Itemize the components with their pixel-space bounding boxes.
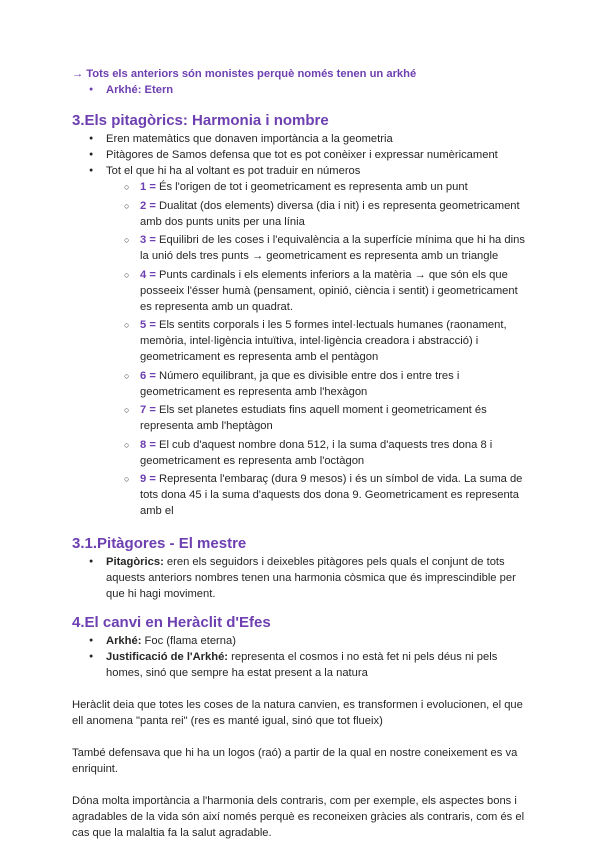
monists-line: → Tots els anteriors són monistes perquè només tenen un arkhé bbox=[72, 68, 417, 80]
number-label: 3 = bbox=[140, 234, 156, 246]
item-label: Pitagòrics: bbox=[106, 556, 164, 568]
number-item-1 bbox=[72, 179, 532, 195]
number-item-8 bbox=[72, 437, 532, 469]
list-item: ● Eren matemàtics que donaven importància a la geometria bbox=[72, 131, 532, 147]
heraclitus-heading: 4.El canvi en Heràclit d'Efes bbox=[72, 614, 271, 631]
number-label: 6 = bbox=[140, 369, 156, 382]
number-label: 5 = bbox=[140, 319, 156, 331]
list-item bbox=[72, 554, 532, 602]
item-text: eren els seguidors i deixebles pitàgores pels quals el conjunt de tots aquests anteriors nombres tenen una harmonia còsmica que és imprescindible per que hi hagi moviment. bbox=[106, 556, 516, 600]
number-text: Número equilibrant, ja que es divisible entre dos i entre tres i geometricament es representa amb l'hexàgon bbox=[140, 369, 460, 398]
number-text: Equilibri de les coses i l'equivalència a la superfície mínima que hi ha dins la unió dels tres punts → geometricament es representa amb un triangle bbox=[140, 234, 525, 262]
number-text: És l'origen de tot i geometricament es representa amb un punt bbox=[155, 181, 468, 193]
number-text: Punts cardinals i els elements inferiors a la matèria → que són els que posseeix l'ésser humà (pensament, opinió, ciència i sentit) i geometricament es representa amb un quadrat. bbox=[140, 268, 518, 313]
number-text: Els set planetes estudiats fins aquell moment i geometricament és representa amb l'heptàgon bbox=[140, 404, 487, 432]
heraclitus-list bbox=[72, 633, 532, 681]
paragraph-contraris: Dóna molta importància a l'harmonia dels contraris, com per exemple, els aspectes bons i agradables de la vida són així només perquè es reconeixen gràcies als contraris, com és el cas que la malaltia fa la salut agradable. bbox=[72, 795, 525, 839]
document-body bbox=[72, 66, 532, 841]
number-label: 8 = bbox=[140, 438, 156, 451]
number-label: 7 = bbox=[140, 404, 156, 416]
pythagoras-heading: 3.1.Pitàgores - El mestre bbox=[72, 535, 247, 552]
number-label: 9 = bbox=[140, 473, 156, 485]
number-text: El cub d'aquest nombre dona 512, i la suma d'aquests tres dona 8 i geometricament es representa amb l'octàgon bbox=[140, 438, 493, 467]
item-label: Justificació de l'Arkhé: bbox=[106, 651, 229, 663]
arkhe-etern-item: ● Arkhé: Etern bbox=[72, 82, 532, 98]
list-item: ● Pitàgores de Samos defensa que tot es pot conèixer i expressar numèricament bbox=[72, 147, 532, 163]
list-item bbox=[72, 633, 532, 649]
item-text: Foc (flama eterna) bbox=[141, 635, 236, 647]
pythagoras-list bbox=[72, 554, 532, 602]
pythagoreans-list bbox=[72, 131, 532, 179]
number-item-5 bbox=[72, 317, 532, 365]
number-text: Els sentits corporals i les 5 formes intel·lectuals humanes (raonament, memòria, intel·ligència intuïtiva, intel·ligència creadora i abstracció) i geometricament es representa amb el pentàgon bbox=[140, 319, 507, 363]
number-item-7 bbox=[72, 402, 532, 434]
number-label: 2 = bbox=[140, 199, 156, 212]
number-item-9 bbox=[72, 471, 532, 519]
number-label: 1 = bbox=[140, 181, 156, 193]
number-item-2 bbox=[72, 198, 532, 230]
intro-list bbox=[72, 82, 532, 98]
number-item-4 bbox=[72, 267, 532, 315]
list-item: ● Tot el que hi ha al voltant es pot traduir en números bbox=[72, 163, 532, 179]
pythagoreans-heading: 3.Els pitagòrics: Harmonia i nombre bbox=[72, 112, 329, 129]
item-text: representa el cosmos i no està fet ni pels déus ni pels homes, sinó que sempre ha estat present a la natura bbox=[106, 651, 498, 679]
paragraph-logos: També defensava que hi ha un logos (raó) a partir de la qual en nostre coneixement es va enriquint. bbox=[72, 747, 518, 775]
number-item-6 bbox=[72, 368, 532, 400]
numbers-list bbox=[72, 179, 532, 519]
number-text: Dualitat (dos elements) diversa (dia i nit) i es representa geometricament amb dos punts units per una línia bbox=[140, 199, 520, 228]
number-label: 4 = bbox=[140, 268, 156, 281]
number-item-3 bbox=[72, 232, 532, 264]
list-item bbox=[72, 649, 532, 681]
paragraph-panta-rei: Heràclit deia que totes les coses de la natura canvien, es transformen i evolucionen, el que ell anomena "panta rei" (res es manté igual, sinó que tot flueix) bbox=[72, 699, 523, 727]
item-label: Arkhé: bbox=[106, 635, 142, 647]
number-text: Representa l'embaraç (dura 9 mesos) i és un símbol de vida. La suma de tots dona 45 i la suma d'aquests dos dona 9. Geometricament es representa amb el bbox=[140, 473, 523, 517]
